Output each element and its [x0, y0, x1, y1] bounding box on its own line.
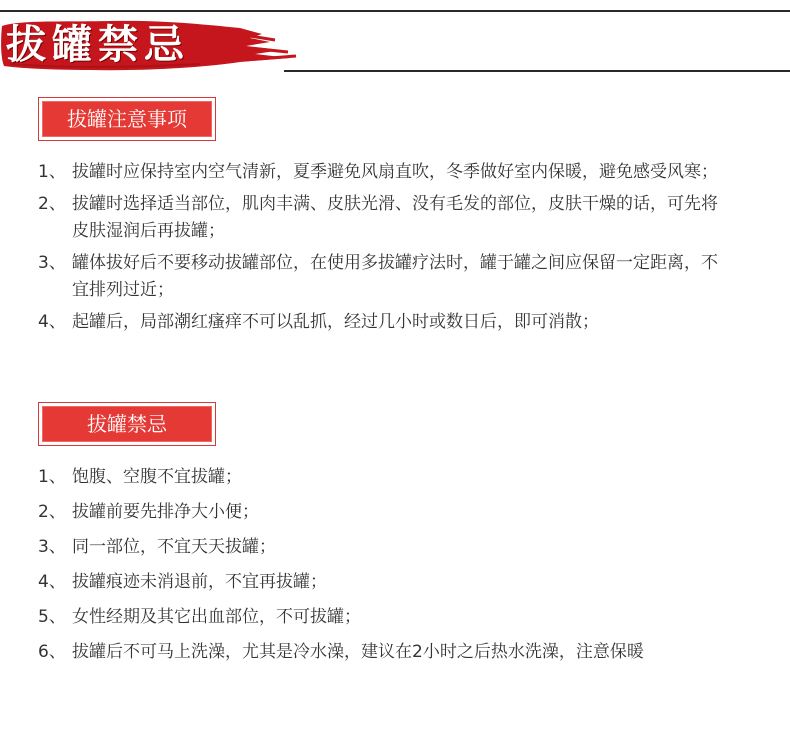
item-text: 拔罐痕迹未消退前，不宜再拔罐；	[72, 572, 327, 592]
header-divider	[284, 70, 790, 72]
top-divider	[0, 10, 790, 12]
list-item	[38, 604, 778, 631]
list-item	[38, 191, 728, 245]
page-title: 拔罐禁忌	[6, 21, 190, 68]
item-text: 起罐后，局部潮红瘙痒不可以乱抓，经过几小时或数日后，即可消散；	[72, 312, 599, 332]
contraindications-list	[38, 464, 778, 674]
item-number: 5、	[38, 607, 66, 627]
item-text: 拔罐时选择适当部位，肌肉丰满、皮肤光滑、没有毛发的部位，皮肤干燥的话，可先将皮肤湿润后再拔罐；	[72, 194, 718, 241]
item-text: 女性经期及其它出血部位，不可拔罐；	[72, 607, 361, 627]
list-item	[38, 569, 778, 596]
list-item	[38, 534, 778, 561]
list-item	[38, 159, 728, 186]
list-item	[38, 464, 778, 491]
item-text: 饱腹、空腹不宜拔罐；	[72, 467, 242, 487]
item-number: 4、	[38, 312, 66, 332]
item-text: 拔罐前要先排净大小便；	[72, 502, 259, 522]
section-label-text: 拔罐注意事项	[42, 101, 212, 137]
item-number: 1、	[38, 162, 66, 182]
item-text: 拔罐后不可马上洗澡，尤其是冷水澡，建议在2小时之后热水洗澡，注意保暖	[72, 642, 644, 662]
list-item	[38, 250, 728, 304]
item-number: 2、	[38, 194, 66, 214]
section-label-contraindications	[38, 402, 216, 446]
item-number: 6、	[38, 642, 66, 662]
item-number: 3、	[38, 537, 66, 557]
item-number: 1、	[38, 467, 66, 487]
section-label-precautions	[38, 97, 216, 141]
section-label-text: 拔罐禁忌	[42, 406, 212, 442]
item-text: 罐体拔好后不要移动拔罐部位，在使用多拔罐疗法时，罐于罐之间应保留一定距离，不宜排列过近；	[72, 253, 718, 300]
item-number: 2、	[38, 502, 66, 522]
list-item	[38, 309, 728, 336]
precautions-list	[38, 159, 728, 341]
item-number: 3、	[38, 253, 66, 273]
header-banner	[0, 16, 300, 74]
item-number: 4、	[38, 572, 66, 592]
item-text: 拔罐时应保持室内空气清新，夏季避免风扇直吹，冬季做好室内保暖，避免感受风寒；	[72, 162, 718, 182]
list-item	[38, 499, 778, 526]
item-text: 同一部位，不宜天天拔罐；	[72, 537, 276, 557]
list-item	[38, 639, 778, 666]
